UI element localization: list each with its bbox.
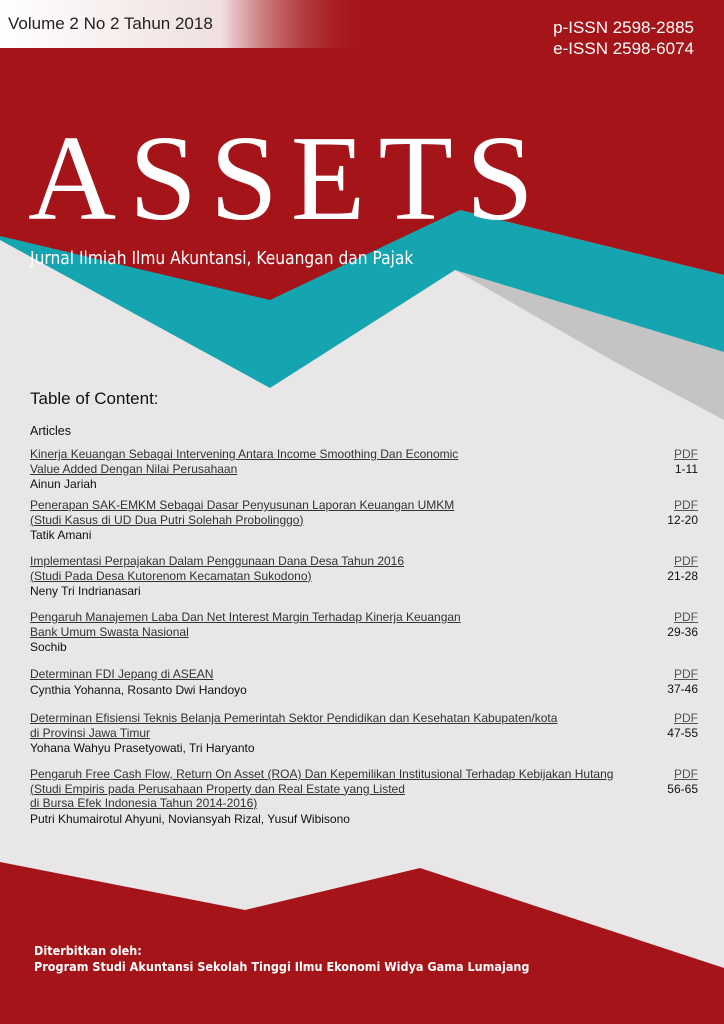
article-authors: Neny Tri Indrianasari — [30, 584, 141, 598]
article-title-link[interactable]: Pengaruh Free Cash Flow, Return On Asset (ROA) Dan Kepemilikan Institusional Terhadap Kebijakan Hutang (Studi Empiris pada Perusahaan Property dan Real Estate yang Listed di Bursa Efek Indonesia Tahun 2014-2016) — [30, 767, 614, 810]
toc-heading: Table of Content: — [30, 389, 159, 408]
publisher-label: Diterbitkan oleh: — [34, 943, 142, 958]
article-title-link[interactable]: Implementasi Perpajakan Dalam Penggunaan Dana Desa Tahun 2016 (Studi Pada Desa Kutorenom Kecamatan Sukodono) — [30, 554, 405, 583]
toc-entry — [30, 554, 698, 599]
pdf-link[interactable]: PDF — [674, 498, 698, 512]
article-title-link[interactable]: Determinan Efisiensi Teknis Belanja Pemerintah Sektor Pendidikan dan Kesehatan Kabupaten/kota di Provinsi Jawa Timur — [30, 711, 558, 740]
article-authors: Cynthia Yohanna, Rosanto Dwi Handoyo — [30, 682, 247, 697]
p-issn: p-ISSN 2598-2885 — [553, 18, 694, 37]
pdf-link[interactable]: PDF — [674, 610, 698, 624]
page-range: 47-55 — [667, 726, 698, 740]
publisher-name: Program Studi Akuntansi Sekolah Tinggi Ilmu Ekonomi Widya Gama Lumajang — [34, 959, 530, 974]
page-range: 37-46 — [667, 682, 698, 696]
page-range: 12-20 — [667, 513, 698, 527]
page-range: 1-11 — [674, 462, 698, 476]
article-title-link[interactable]: Pengaruh Manajemen Laba Dan Net Interest Margin Terhadap Kinerja Keuangan Bank Umum Swasta Nasional — [30, 610, 461, 639]
journal-subtitle: Jurnal Ilmiah Ilmu Akuntansi, Keuangan dan Pajak — [30, 248, 414, 269]
toc-entry — [30, 498, 698, 543]
volume-label: Volume 2 No 2 Tahun 2018 — [8, 14, 213, 33]
toc-entry — [30, 447, 698, 492]
issn-block — [553, 17, 694, 59]
article-authors: Putri Khumairotul Ahyuni, Noviansyah Rizal, Yusuf Wibisono — [30, 811, 350, 826]
toc-entry — [30, 767, 698, 827]
article-authors: Sochib — [30, 640, 67, 654]
article-title-link[interactable]: Penerapan SAK-EMKM Sebagai Dasar Penyusunan Laporan Keuangan UMKM (Studi Kasus di UD Dua Putri Solehah Probolinggo) — [30, 498, 455, 527]
article-authors: Tatik Amani — [30, 528, 92, 542]
article-title-link[interactable]: Determinan FDI Jepang di ASEAN — [30, 667, 214, 681]
publisher-block — [34, 943, 529, 975]
pdf-link[interactable]: PDF — [674, 711, 698, 725]
article-authors: Ainun Jariah — [30, 477, 97, 491]
journal-title: ASSETS — [28, 111, 547, 246]
page-range: 56-65 — [667, 782, 698, 796]
pdf-link[interactable]: PDF — [674, 667, 698, 681]
toc-entry — [30, 610, 698, 655]
pdf-link[interactable]: PDF — [674, 447, 698, 461]
toc-entry — [30, 667, 698, 698]
articles-heading: Articles — [30, 424, 71, 438]
page-range: 29-36 — [667, 625, 698, 639]
pdf-link[interactable]: PDF — [674, 767, 698, 781]
pdf-link[interactable]: PDF — [674, 554, 698, 568]
toc-entry — [30, 711, 698, 756]
e-issn: e-ISSN 2598-6074 — [553, 39, 694, 58]
article-authors: Yohana Wahyu Prasetyowati, Tri Haryanto — [30, 741, 255, 755]
article-title-link[interactable]: Kinerja Keuangan Sebagai Intervening Antara Income Smoothing Dan Economic Value Added Dengan Nilai Perusahaan — [30, 447, 459, 476]
page-range: 21-28 — [667, 569, 698, 583]
